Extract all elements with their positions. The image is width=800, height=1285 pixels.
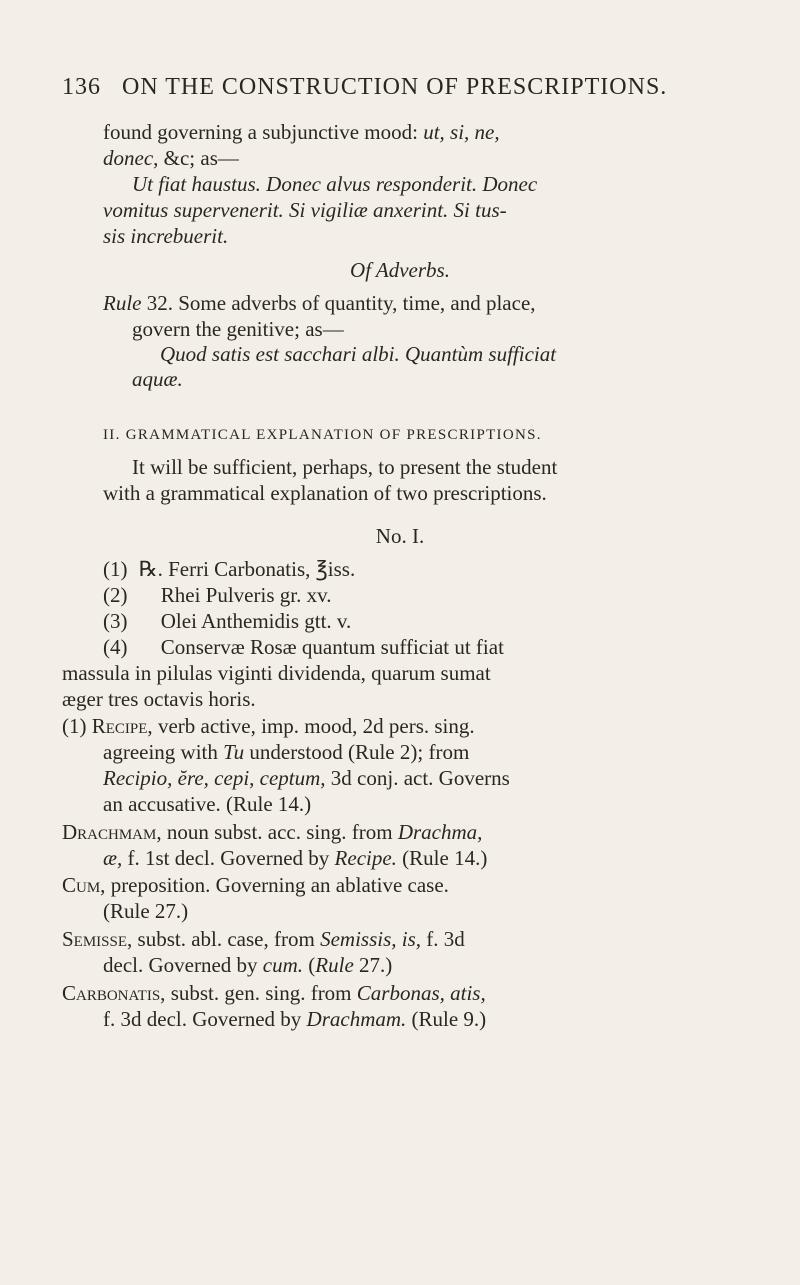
- intro-text: found governing a subjunctive mood:: [103, 120, 424, 144]
- explanation-italic: Tu: [223, 740, 245, 764]
- prescription-item: [103, 583, 331, 607]
- section-intro-line: with a grammatical explanation of two prescriptions.: [103, 481, 547, 505]
- explanation-drachmam-line-1: [62, 820, 482, 844]
- explanation-carbonatis-line-1: [62, 981, 486, 1005]
- explanation-recipe-line-4: an accusative. (Rule 14.): [103, 792, 312, 816]
- rule-label: Rule: [103, 291, 142, 315]
- explanation-text: (Rule 9.): [406, 1007, 487, 1031]
- explanation-text: f. 3d: [421, 927, 465, 951]
- item-text: ℞. Ferri Carbonatis, ℥iss.: [138, 557, 356, 581]
- section-heading-text: II. GRAMMATICAL EXPLANATION OF PRESCRIPTIONS.: [103, 427, 542, 443]
- term: Semisse,: [62, 927, 133, 951]
- explanation-text: understood (Rule 2); from: [244, 740, 470, 764]
- explanation-text: (: [303, 953, 316, 977]
- example-line: vomitus supervenerit. Si vigiliæ anxerint. Si tus-: [103, 198, 507, 222]
- adverbs-heading: Of Adverbs.: [350, 258, 450, 282]
- explanation-text: 27.): [353, 953, 393, 977]
- explanation-text: f. 3d decl. Governed by: [103, 1007, 307, 1031]
- item-text: Conservæ Rosæ quantum sufficiat ut fiat: [160, 635, 504, 659]
- example-line: Ut fiat haustus. Donec alvus responderit. Donec: [132, 172, 538, 196]
- explanation-italic: Recipe.: [334, 846, 397, 870]
- prescription-continuation: massula in pilulas viginti dividenda, quarum sumat: [62, 661, 491, 685]
- rule-32-line-2: govern the genitive; as—: [132, 317, 344, 341]
- intro-line-2: [103, 146, 239, 170]
- explanation-recipe-line-1: [62, 714, 475, 738]
- explanation-italic: æ,: [103, 846, 123, 870]
- prescription-continuation: æger tres octavis horis.: [62, 687, 256, 711]
- section-intro-line: It will be sufficient, perhaps, to present the student: [132, 455, 558, 479]
- rule-text: 32. Some adverbs of quantity, time, and place,: [141, 291, 536, 315]
- explanation-text: preposition. Governing an ablative case.: [105, 873, 449, 897]
- item-number: (2): [103, 583, 128, 607]
- prescription-item: [103, 557, 355, 581]
- term: Recipe,: [91, 714, 153, 738]
- explanation-text: verb active, imp. mood, 2d pers. sing.: [152, 714, 475, 738]
- page-number: 136: [62, 74, 101, 100]
- explanation-text: subst. abl. case, from: [132, 927, 321, 951]
- explanation-semisse-line-2: [103, 953, 392, 977]
- term: Carbonatis,: [62, 981, 166, 1005]
- explanation-text: 3d conj. act. Governs: [325, 766, 510, 790]
- prescription-number: No. I.: [375, 524, 425, 548]
- explanation-text: decl. Governed by: [103, 953, 263, 977]
- example-line: Quod satis est sacchari albi. Quantùm sufficiat: [160, 342, 557, 366]
- running-title: ON THE CONSTRUCTION OF PRESCRIPTIONS.: [122, 74, 668, 100]
- section-heading: [103, 420, 542, 447]
- explanation-text: f. 1st decl. Governed by: [122, 846, 335, 870]
- item-number: (4): [103, 635, 128, 659]
- intro-line-1: [103, 120, 500, 144]
- explanation-cum-line-2: (Rule 27.): [103, 899, 189, 923]
- intro-conjunctions: ut, si, ne,: [423, 120, 500, 144]
- explanation-semisse-line-1: [62, 927, 465, 951]
- explanation-cum-line-1: [62, 873, 449, 897]
- explanation-italic: Drachma,: [397, 820, 483, 844]
- item-number: (1): [103, 557, 128, 581]
- running-header: [62, 74, 667, 101]
- explanation-italic: Rule: [315, 953, 354, 977]
- explanation-text: (Rule 14.): [396, 846, 488, 870]
- intro-donec: donec: [103, 146, 154, 170]
- explanation-italic: Semissis, is,: [320, 927, 422, 951]
- explanation-text: noun subst. acc. sing. from: [161, 820, 398, 844]
- explanation-italic: Drachmam.: [306, 1007, 407, 1031]
- term: Cum,: [62, 873, 106, 897]
- item-text: Rhei Pulveris gr. xv.: [160, 583, 332, 607]
- explanation-recipe-line-2: [103, 740, 469, 764]
- rule-32-line-1: [103, 291, 536, 315]
- example-line: aquæ.: [132, 367, 183, 391]
- explanation-italic: cum.: [262, 953, 304, 977]
- item-text: Olei Anthemidis gtt. v.: [160, 609, 352, 633]
- intro-tail: , &c; as—: [153, 146, 239, 170]
- explanation-text: subst. gen. sing. from: [165, 981, 357, 1005]
- explanation-text: agreeing with: [103, 740, 224, 764]
- explanation-carbonatis-line-2: [103, 1007, 486, 1031]
- example-line: sis increbuerit.: [103, 224, 229, 248]
- explanation-italic: Recipio, ĕre, cepi, ceptum,: [103, 766, 326, 790]
- explanation-recipe-line-3: [103, 766, 510, 790]
- explanation-number: (1): [62, 714, 92, 738]
- term: Drachmam,: [62, 820, 162, 844]
- explanation-drachmam-line-2: [103, 846, 487, 870]
- prescription-item: [103, 635, 504, 659]
- item-number: (3): [103, 609, 128, 633]
- prescription-item: [103, 609, 351, 633]
- explanation-italic: Carbonas, atis,: [356, 981, 486, 1005]
